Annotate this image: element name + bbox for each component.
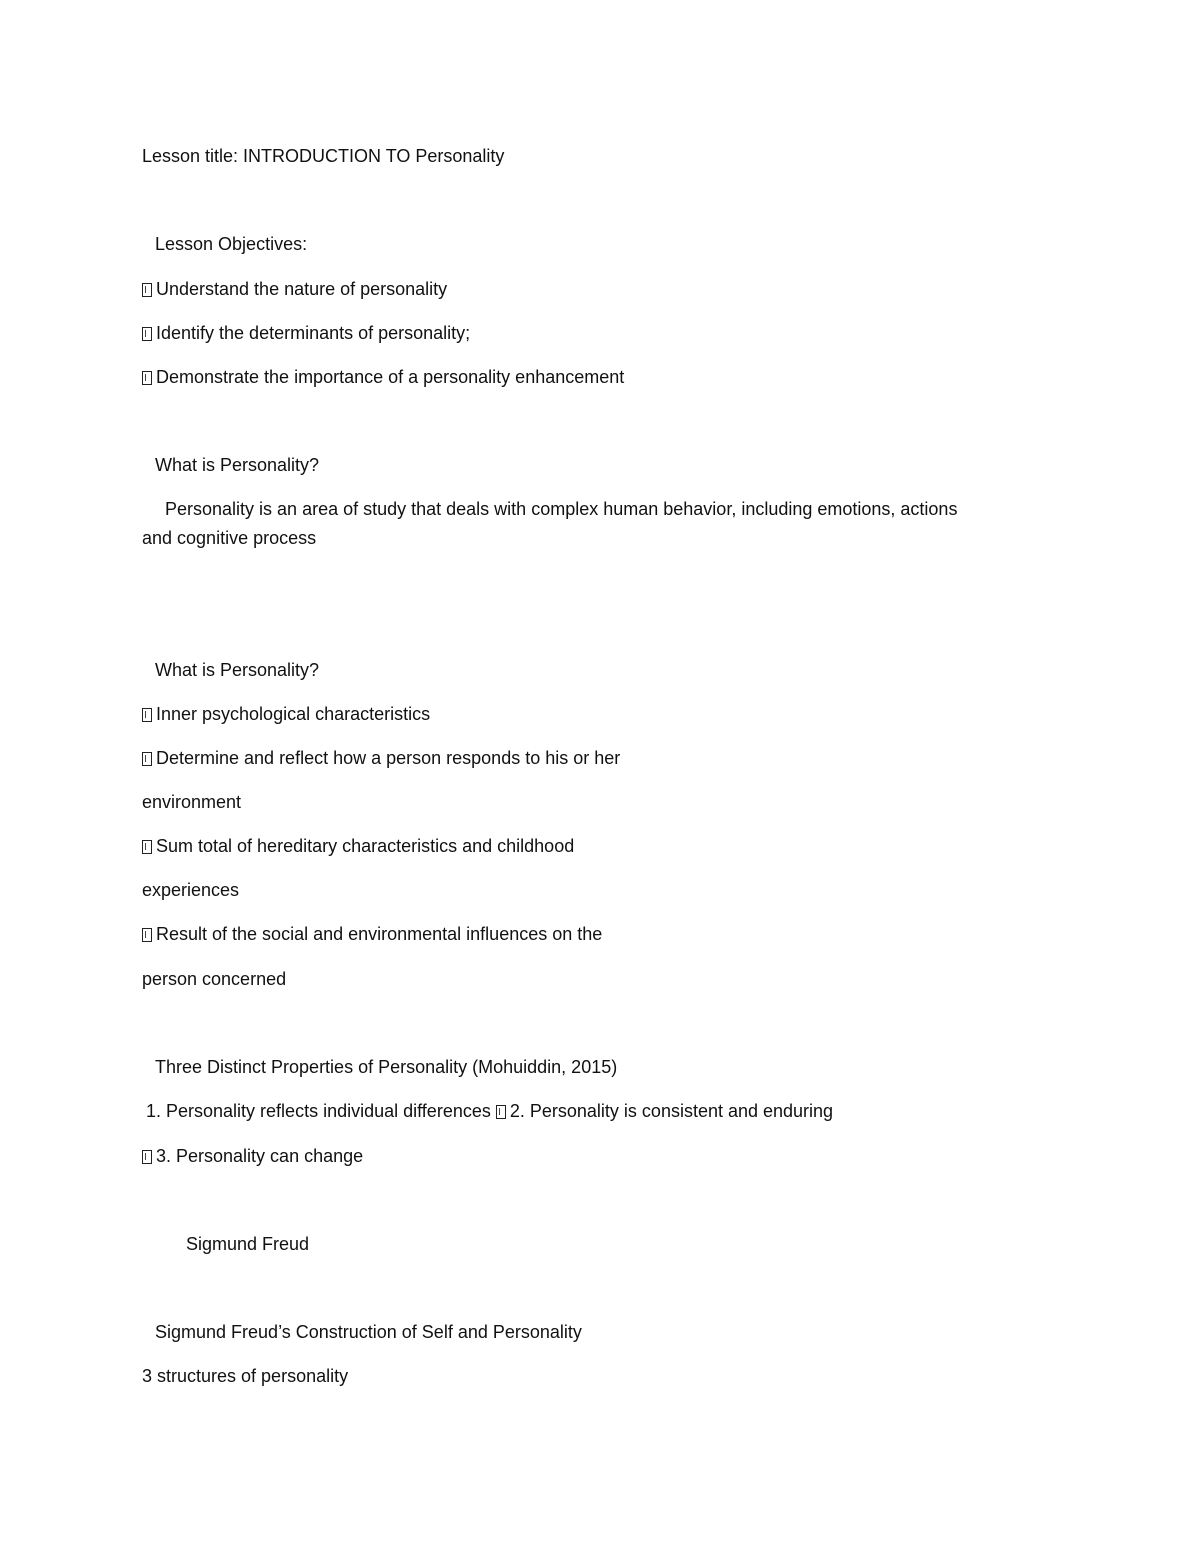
bullet-glyph-icon xyxy=(142,327,152,341)
list-item-continued: environment xyxy=(142,792,242,812)
section-heading: What is Personality? xyxy=(155,455,320,475)
bullet-glyph-icon xyxy=(142,283,152,297)
list-item-continued: person concerned xyxy=(142,969,287,989)
bullet-glyph-icon xyxy=(142,752,152,766)
bullet-glyph-icon xyxy=(142,371,152,385)
freud-name: Sigmund Freud xyxy=(186,1234,310,1254)
section-heading: Three Distinct Properties of Personality (Mohuiddin, 2015) xyxy=(155,1057,618,1077)
list-item: Sum total of hereditary characteristics and childhood xyxy=(142,832,574,860)
property-line: 1. Personality reflects individual differences 2. Personality is consistent and enduring xyxy=(146,1101,834,1121)
list-item: Determine and reflect how a person responds to his or her xyxy=(142,744,620,772)
objective-item: Understand the nature of personality xyxy=(142,275,447,303)
bullet-glyph-icon xyxy=(142,840,152,854)
objective-item: Demonstrate the importance of a personality enhancement xyxy=(142,363,624,391)
bullet-glyph-icon xyxy=(142,1150,152,1164)
list-item-continued: experiences xyxy=(142,880,240,900)
objective-item: Identify the determinants of personality; xyxy=(142,319,470,347)
lesson-title: Lesson title: INTRODUCTION TO Personality xyxy=(142,146,505,166)
property-line: 3. Personality can change xyxy=(142,1142,363,1170)
section-heading: Sigmund Freud’s Construction of Self and Personality xyxy=(155,1322,582,1342)
definition-paragraph-continued: and cognitive process xyxy=(142,528,317,548)
list-item: Result of the social and environmental influences on the xyxy=(142,920,602,948)
section-heading: What is Personality? xyxy=(155,660,320,680)
bullet-glyph-icon xyxy=(142,928,152,942)
bullet-glyph-icon xyxy=(142,708,152,722)
bullet-glyph-icon xyxy=(496,1105,506,1119)
definition-paragraph: Personality is an area of study that deals with complex human behavior, including emotions, actions xyxy=(165,499,958,519)
objectives-heading: Lesson Objectives: xyxy=(155,234,308,254)
list-item: Inner psychological characteristics xyxy=(142,700,430,728)
structures-line: 3 structures of personality xyxy=(142,1366,349,1386)
